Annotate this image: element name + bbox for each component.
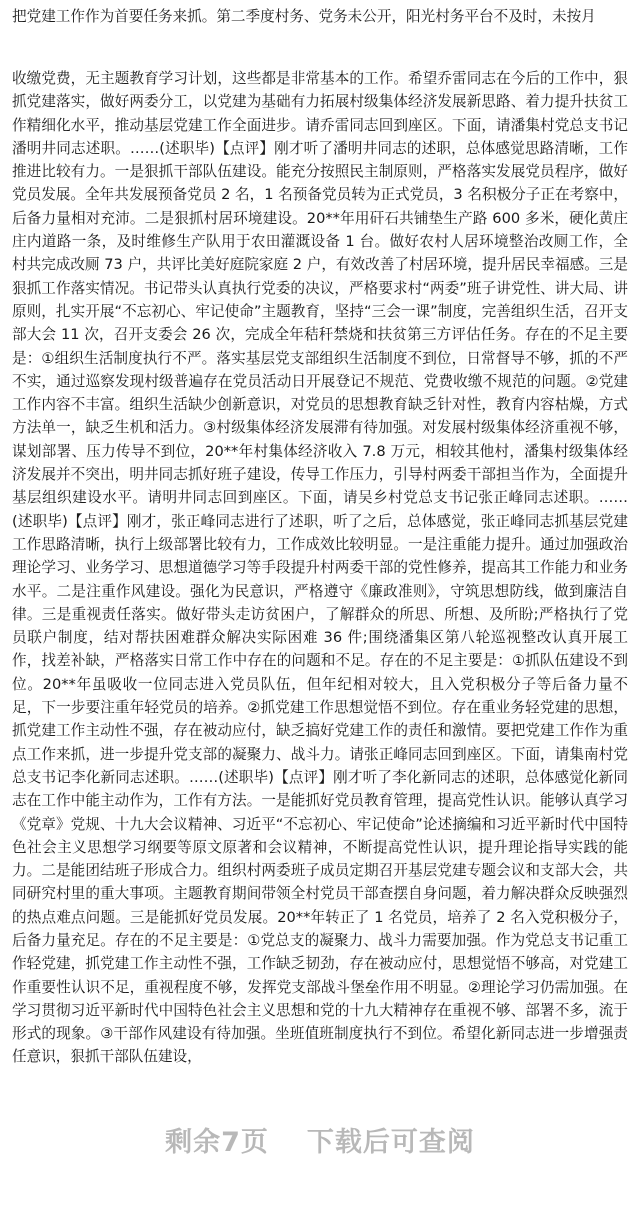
remaining-pages-label[interactable]: 剩余7页: [165, 1127, 269, 1158]
download-banner[interactable]: [0, 1120, 640, 1159]
body-paragraph: 收缴党费，无主题教育学习计划，这些都是非常基本的工作。希望乔雷同志在今后的工作中，狠抓党建落实，做好两委分工，以党建为基础有力拓展村级集体经济发展新思路、着力提升扶贫工作精细化水平，推动基层党建工作全面进步。请乔雷同志回到座区。下面，请潘集村党总支书记潘明井同志述职。……(述职毕)【点评】刚才听了潘明井同志的述职，总体感觉思路清晰，工作推进比较有力。一是狠抓干部队伍建设。能充分按照民主制原则，严格落实发展党员程序，做好党员发展。全年共发展预备党员 2 名，1 名预备党员转为正式党员，3 名积极分子正在考察中，后备力量相对充沛。二是狠抓村居环境建设。20**年用矸石共铺垫生产路 600 多米，硬化黄庄庄内道路一条，及时维修生产队用于农田灌溉设备 1 台。做好农村人居环境整治改厕工作，全村共完成改厕 73 户，共评比美好庭院家庭 2 户，有效改善了村居环境，提升居民幸福感。三是狠抓工作落实情况。书记带头认真执行党委的决议，严格要求村“两委”班子讲党性、讲大局、讲原则，扎实开展“不忘初心、牢记使命”主题教育，坚持“三会一课”制度，完善组织生活，召开支部大会 11 次，召开支委会 26 次，完成全年秸秆禁烧和扶贫第三方评估任务。存在的不足主要是：①组织生活制度执行不严。落实基层党支部组织生活制度不到位，日常督导不够，抓的不严不实，通过巡察发现村级普遍存在党员活动日开展登记不规范、党费收缴不规范的问题。②党建工作内容不丰富。组织生活缺少创新意识，对党员的思想教育缺乏针对性，教育内容枯燥，方式方法单一，缺乏生机和活力。③村级集体经济发展滞有待加强。对发展村级集体经济重视不够，谋划部署、压力传导不到位，20**年村集体经济收入 7.8 万元，相较其他村，潘集村级集体经济发展并不突出，明井同志抓好班子建设，传导工作压力，引导村两委干部担当作为，全面提升基层组织建设水平。请明井同志回到座区。下面，请吴乡村党总支书记张正峰同志述职。……(述职毕)【点评】刚才，张正峰同志进行了述职，听了之后，总体感觉，张正峰同志抓基层党建工作思路清晰，执行上级部署比较有力，工作成效比较明显。一是注重能力提升。通过加强政治理论学习、业务学习、思想道德学习等手段提升村两委干部的党性修养，提高其工作能力和业务水平。二是注重作风建设。强化为民意识，严格遵守《廉政准则》，守筑思想防线，做到廉洁自律。三是重视责任落实。做好带头走访贫困户，了解群众的所思、所想、及所盼;严格执行了党员联户制度，结对帮扶困难群众解决实际困难 36 件;围绕潘集区第八轮巡视整改认真开展工作，找差补缺，严格落实日常工作中存在的问题和不足。存在的不足主要是：①抓队伍建设不到位。20**年虽吸收一位同志进入党员队伍，但年纪相对较大，且入党积极分子等后备力量不足，下一步要注重年轻党员的培养。②抓党建工作思想觉悟不到位。存在重业务轻党建的思想，抓党建工作主动性不强，存在被动应付，缺乏搞好党建工作的责任和激情。要把党建工作作为重点工作来抓，进一步提升党支部的凝聚力、战斗力。请张正峰同志回到座区。下面，请集南村党总支书记李化新同志述职。……(述职毕)【点评】刚才听了李化新同志的述职，总体感觉化新同志在工作中能主动作为，工作有方法。一是能抓好党员教育管理，提高党性认识。能够认真学习《党章》党规、十九大会议精神、习近平“不忘初心、牢记使命”论述摘编和习近平新时代中国特色社会主义思想学习纲要等原文原著和会议精神，不断提高党性认识，提升理论指导实践的能力。二是能团结班子形成合力。组织村两委班子成员定期召开基层党建专题会议和支部大会，共同研究村里的重大事项。主题教育期间带领全村党员干部查摆自身问题，着力解决群众反映强烈的热点难点问题。三是能抓好党员发展。20**年转正了 1 名党员，培养了 2 名入党积极分子，后备力量充足。存在的不足主要是：①党总支的凝聚力、战斗力需要加强。作为党总支书记重工作轻党建，抓党建工作主动性不强，工作缺乏韧劲，存在被动应付，思想觉悟不够高，对党建工作重要性认识不足，重视程度不够，发挥党支部战斗堡垒作用不明显。②理论学习仍需加强。在学习贯彻习近平新时代中国特色社会主义思想和党的十九大精神存在重视不够、部署不多，流于形式的现象。③干部作风建设有待加强。坐班值班制度执行不到位。希望化新同志进一步增强责任意识，狠抓干部队伍建设，: [12, 70, 628, 1066]
download-hint-label[interactable]: 下载后可查阅: [306, 1127, 475, 1158]
document-body: [12, 67, 628, 1069]
page-top-line: 把党建工作作为首要任务来抓。第二季度村务、党务未公开，阳光村务平台不及时，未按月: [12, 8, 596, 25]
